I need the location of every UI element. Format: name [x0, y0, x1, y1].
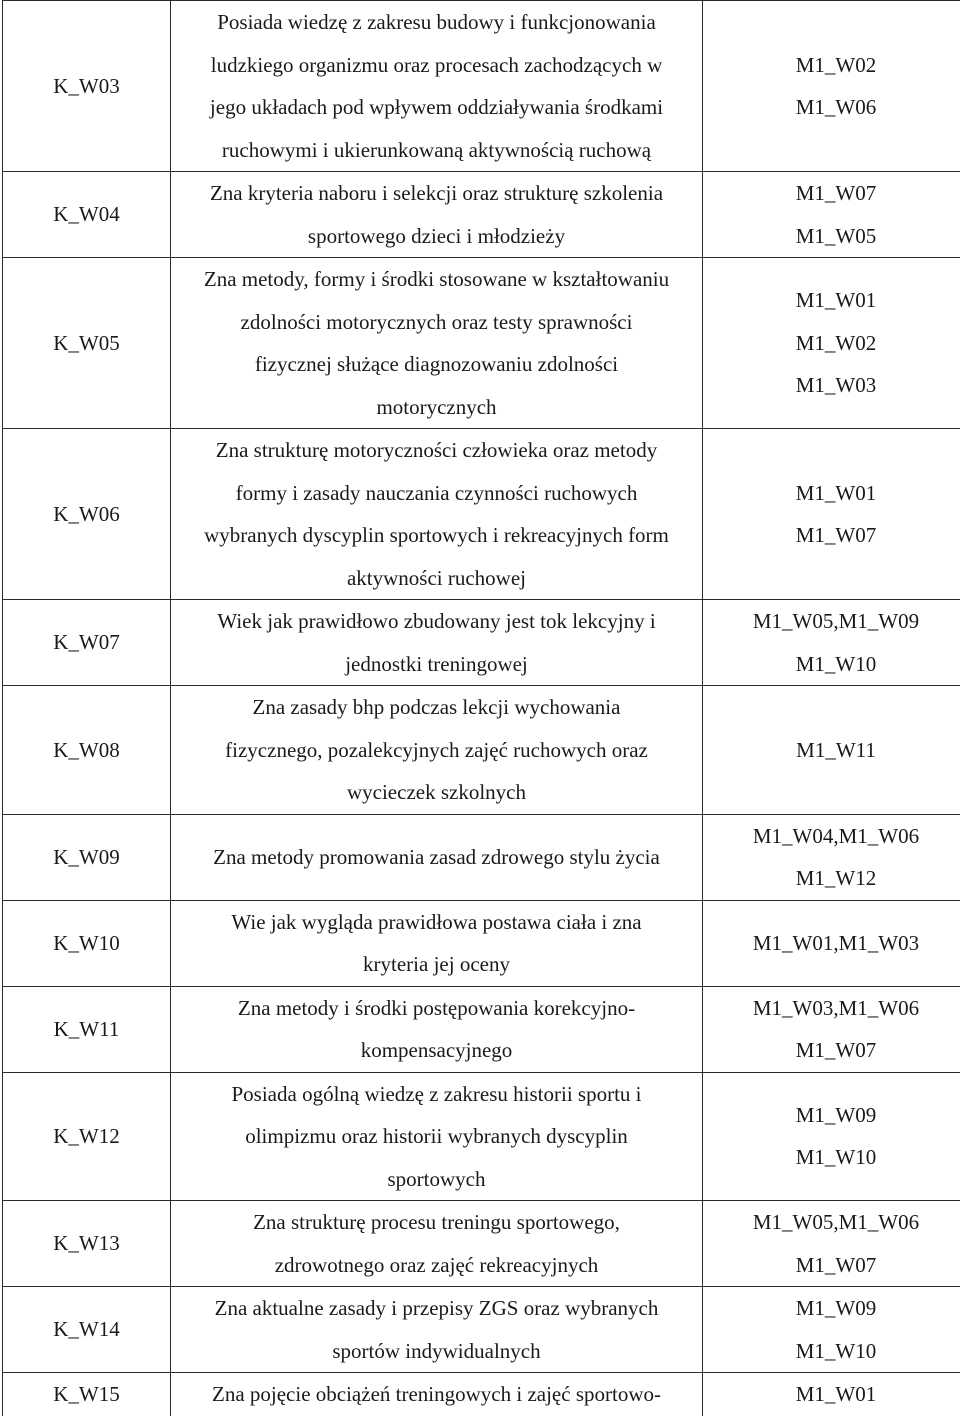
module-reference: M1_W05,M1_W06 — [752, 1210, 920, 1234]
module-reference: M1_W10 — [795, 651, 877, 676]
module-reference: M1_W02 — [795, 52, 877, 77]
table-body — [3, 1, 960, 1416]
table-row — [3, 1201, 960, 1287]
table-row — [3, 258, 960, 429]
outcome-description-line: wybranych dyscyplin sportowych i rekreacyjnych form — [204, 523, 669, 547]
outcome-code-cell — [3, 1072, 171, 1201]
module-reference-cell — [703, 1201, 960, 1287]
outcome-description-cell — [171, 986, 703, 1072]
module-reference: M1_W07 — [795, 523, 877, 547]
outcome-code-cell — [3, 986, 171, 1072]
module-reference-cell — [703, 686, 960, 815]
outcome-description-line: Zna metody promowania zasad zdrowego stylu życia — [213, 844, 660, 869]
outcome-description-line: Posiada ogólną wiedzę z zakresu historii sportu i — [231, 1081, 642, 1106]
outcome-code-cell — [3, 1, 171, 172]
module-reference-cell — [703, 429, 960, 600]
outcome-description-line: Zna aktualne zasady i przepisy ZGS oraz wybranych — [214, 1296, 659, 1320]
outcome-code: K_W10 — [53, 930, 120, 955]
outcome-description-line: sportowego dzieci i młodzieży — [307, 223, 566, 248]
outcome-description-line: sportowych — [387, 1166, 486, 1191]
outcome-code-cell — [3, 1201, 171, 1287]
outcome-code: K_W06 — [53, 501, 120, 526]
outcome-code-cell — [3, 1373, 171, 1416]
outcome-code: K_W08 — [53, 737, 120, 762]
learning-outcomes-table — [2, 0, 960, 1416]
outcome-description-line: Posiada wiedzę z zakresu budowy i funkcjonowania — [217, 10, 656, 34]
outcome-description-line: sportów indywidualnych — [332, 1338, 541, 1363]
table-row — [3, 986, 960, 1072]
outcome-description-cell — [171, 686, 703, 815]
table-row — [3, 172, 960, 258]
outcome-code: K_W14 — [53, 1317, 120, 1342]
outcome-description-line: zdrowotnego oraz zajęć rekreacyjnych — [274, 1252, 599, 1277]
module-reference: M1_W07 — [795, 181, 877, 205]
table-row — [3, 600, 960, 686]
table-row — [3, 686, 960, 815]
module-reference-cell — [703, 600, 960, 686]
outcome-description-line: wycieczek szkolnych — [346, 780, 526, 804]
outcome-description-line: Zna pojęcie obciążeń treningowych i zajęć sportowo- — [212, 1382, 661, 1406]
module-reference-cell — [703, 986, 960, 1072]
module-reference-cell — [703, 1287, 960, 1373]
outcome-description-line: fizycznego, pozalekcyjnych zajęć ruchowych oraz — [225, 737, 648, 762]
outcome-description-line: motorycznych — [376, 394, 497, 419]
module-reference: M1_W01 — [795, 1382, 877, 1406]
outcome-description-line: formy i zasady nauczania czynności ruchowych — [235, 480, 638, 505]
table-row — [3, 1287, 960, 1373]
outcome-description-line: ruchowymi i ukierunkowaną aktywnością ruchową — [221, 137, 652, 162]
outcome-code: K_W07 — [53, 630, 120, 655]
outcome-code: K_W12 — [53, 1124, 120, 1148]
outcome-description-line: aktywności ruchowej — [346, 565, 527, 590]
table-row — [3, 1, 960, 172]
outcome-description-line: Zna strukturę procesu treningu sportowego, — [253, 1210, 620, 1234]
module-reference-cell — [703, 1373, 960, 1416]
outcome-description-line: kryteria jej oceny — [363, 952, 510, 976]
outcome-code-cell — [3, 429, 171, 600]
outcome-code-cell — [3, 814, 171, 900]
module-reference: M1_W11 — [796, 737, 876, 762]
module-reference-cell — [703, 1, 960, 172]
module-reference: M1_W07 — [795, 1252, 877, 1277]
table-row — [3, 900, 960, 986]
module-reference: M1_W05,M1_W09 — [752, 609, 920, 633]
outcome-description-line: Zna strukturę motoryczności człowieka oraz metody — [215, 438, 658, 462]
table-row — [3, 1373, 960, 1416]
module-reference: M1_W05 — [795, 223, 877, 248]
module-reference: M1_W03,M1_W06 — [752, 995, 920, 1020]
module-reference: M1_W10 — [795, 1145, 877, 1170]
outcome-description-cell — [171, 814, 703, 900]
module-reference: M1_W03 — [795, 373, 877, 398]
outcome-code: K_W05 — [53, 330, 120, 355]
module-reference: M1_W09 — [795, 1102, 877, 1127]
outcome-code-cell — [3, 258, 171, 429]
table-row — [3, 814, 960, 900]
outcome-description-line: Zna zasady bhp podczas lekcji wychowania — [252, 695, 621, 719]
module-reference: M1_W09 — [795, 1296, 877, 1320]
module-reference-cell — [703, 814, 960, 900]
outcome-description-cell — [171, 172, 703, 258]
module-reference: M1_W04,M1_W06 — [752, 823, 920, 848]
outcome-description-cell — [171, 600, 703, 686]
outcome-description-cell — [171, 429, 703, 600]
module-reference: M1_W12 — [795, 866, 877, 890]
outcome-code-cell — [3, 1287, 171, 1373]
table-row — [3, 429, 960, 600]
outcome-description-cell — [171, 1, 703, 172]
module-reference-cell — [703, 172, 960, 258]
module-reference: M1_W01 — [795, 480, 877, 505]
module-reference: M1_W01 — [795, 288, 877, 313]
outcome-code: K_W11 — [53, 1016, 120, 1041]
outcome-code-cell — [3, 600, 171, 686]
outcome-code-cell — [3, 900, 171, 986]
outcome-description-line: ludzkiego organizmu oraz procesach zachodzących w — [210, 52, 663, 77]
module-reference: M1_W07 — [795, 1038, 877, 1062]
module-reference: M1_W06 — [795, 95, 877, 119]
outcome-description-line: zdolności motorycznych oraz testy sprawności — [240, 309, 633, 334]
outcome-description-line: Zna kryteria naboru i selekcji oraz strukturę szkolenia — [209, 181, 664, 205]
table-row — [3, 1072, 960, 1201]
outcome-code: K_W13 — [53, 1231, 120, 1256]
outcome-description-line: jego układach pod wpływem oddziaływania środkami — [209, 95, 664, 119]
outcome-code: K_W09 — [53, 844, 120, 869]
outcome-description-cell — [171, 1201, 703, 1287]
outcome-description-cell — [171, 1287, 703, 1373]
outcome-description-line: kompensacyjnego — [360, 1038, 513, 1062]
module-reference: M1_W01,M1_W03 — [752, 930, 920, 955]
outcome-description-cell — [171, 900, 703, 986]
outcome-description-line: olimpizmu oraz historii wybranych dyscyplin — [245, 1124, 628, 1148]
module-reference: M1_W02 — [795, 330, 877, 355]
module-reference: M1_W10 — [795, 1338, 877, 1363]
outcome-code: K_W03 — [53, 73, 120, 98]
outcome-code-cell — [3, 172, 171, 258]
outcome-code: K_W15 — [53, 1382, 120, 1406]
outcome-code: K_W04 — [53, 202, 120, 227]
outcome-description-cell — [171, 258, 703, 429]
outcome-code-cell — [3, 686, 171, 815]
outcome-description-line: jednostki treningowej — [345, 651, 528, 676]
outcome-description-line: Zna metody, formy i środki stosowane w kształtowaniu — [203, 267, 670, 291]
outcome-description-line: Wie jak wygląda prawidłowa postawa ciała i zna — [231, 909, 642, 934]
outcome-description-cell — [171, 1072, 703, 1201]
module-reference-cell — [703, 258, 960, 429]
module-reference-cell — [703, 900, 960, 986]
outcome-description-line: Wiek jak prawidłowo zbudowany jest tok lekcyjny i — [217, 609, 656, 633]
module-reference-cell — [703, 1072, 960, 1201]
outcome-description-line: Zna metody i środki postępowania korekcyjno- — [237, 995, 636, 1020]
outcome-description-cell — [171, 1373, 703, 1416]
outcome-description-line: fizycznej służące diagnozowaniu zdolności — [254, 352, 619, 376]
